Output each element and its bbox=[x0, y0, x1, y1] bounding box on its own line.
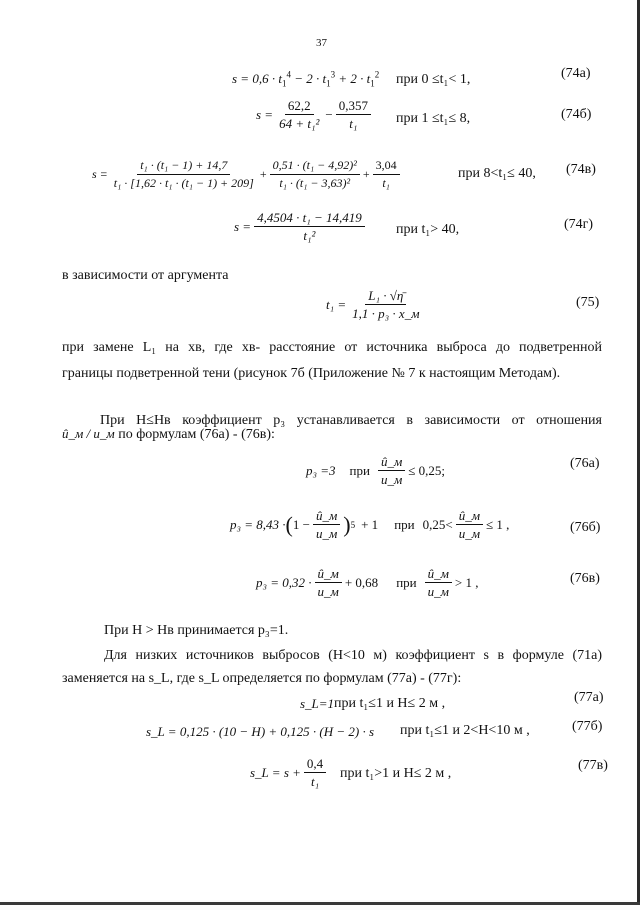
eq76c-lhs: p₃ = 0,32 · bbox=[256, 574, 312, 590]
eq74d-den: t₁² bbox=[303, 228, 316, 243]
eq76c-rhs: + 0,68 bbox=[344, 574, 379, 590]
eq74c-den2: t₁ · (t₁ − 3,63)² bbox=[279, 176, 351, 190]
eq76a-num: û_м bbox=[378, 454, 405, 471]
eq77c-fraction bbox=[304, 756, 326, 789]
eq77b-formula: s_L = 0,125 · (10 − H) + 0,125 · (H − 2) · s bbox=[146, 724, 375, 739]
eq74a-condition: при 0 ≤t₁< 1, bbox=[396, 72, 471, 87]
eq76b-cond-right: ≤ 1 , bbox=[486, 516, 510, 532]
eq75-num: L₁ · √η̄ bbox=[365, 288, 406, 305]
eq74d-fraction bbox=[254, 210, 365, 243]
eq76b-paren-open: ( bbox=[285, 511, 293, 537]
eq76c-den: u_м bbox=[317, 584, 339, 599]
eq74c-tag: (74в) bbox=[566, 162, 596, 177]
equation-74c bbox=[92, 158, 403, 191]
equation-76a bbox=[306, 454, 445, 487]
eq76b-lhs: p₃ = 8,43 · bbox=[230, 516, 286, 532]
eq74c-den3: t₁ bbox=[382, 176, 390, 190]
eq76c-num: û_м bbox=[315, 566, 342, 583]
eq76b-cond-den: u_м bbox=[458, 526, 480, 541]
equation-74a bbox=[232, 70, 379, 89]
equation-77c bbox=[250, 756, 329, 789]
equation-75 bbox=[326, 288, 426, 321]
equation-74b bbox=[256, 98, 374, 131]
eq77c-condition: при t₁>1 и H≤ 2 м , bbox=[340, 766, 452, 781]
eq76b-cond-fraction bbox=[456, 508, 483, 541]
eq74c-plus1: + bbox=[259, 167, 267, 181]
eq74d-num: 4,4504 · t₁ − 14,419 bbox=[254, 210, 365, 227]
eq76a-tag: (76а) bbox=[570, 456, 600, 471]
eq77c-num: 0,4 bbox=[304, 756, 326, 773]
eq76b-paren-close: ) bbox=[343, 511, 351, 537]
eq76c-cond-right: > 1 , bbox=[454, 574, 479, 590]
eq74b-condition: при 1 ≤t₁≤ 8, bbox=[396, 111, 471, 126]
para3: При H > Hв принимается p₃=1. bbox=[104, 623, 289, 638]
para2-ratio: û_м / u_м bbox=[62, 426, 115, 441]
eq74b-den2: t₁ bbox=[349, 116, 358, 131]
eq76a-den: u_м bbox=[380, 472, 403, 487]
eq74c-fraction-2 bbox=[270, 158, 360, 191]
eq77a-formula: s_L=1 bbox=[300, 696, 335, 711]
eq74c-plus2: + bbox=[362, 167, 370, 181]
eq76b-cond-left: 0,25< bbox=[422, 516, 453, 532]
eq74a-tag: (74а) bbox=[561, 66, 591, 81]
eq76a-fraction bbox=[378, 454, 405, 487]
para2-line2 bbox=[62, 426, 275, 443]
text-argument: в зависимости от аргумента bbox=[62, 268, 229, 283]
para4-line1: Для низких источников выбросов (H<10 м) коэффициент s в формуле (71а) bbox=[104, 648, 602, 663]
eq77b-condition: при t₁≤1 и 2<H<10 м , bbox=[400, 723, 530, 738]
eq76c-cond-num: û_м bbox=[425, 566, 452, 583]
eq74c-fraction-3 bbox=[373, 158, 400, 191]
para1-line2: границы подветренной тени (рисунок 7б (Приложение № 7 к настоящим Методам). bbox=[62, 366, 561, 381]
eq77c-den: t₁ bbox=[310, 774, 320, 789]
equation-74d bbox=[234, 210, 368, 243]
para2-line2-text: по формулам (76а) - (76в): bbox=[118, 427, 275, 442]
eq74b-fraction-1 bbox=[276, 98, 322, 131]
eq74d-lhs: s = bbox=[234, 218, 252, 234]
eq77b-tag: (77б) bbox=[572, 719, 603, 734]
eq74b-fraction-2 bbox=[336, 98, 371, 131]
eq74a-formula: $s = 0,6 \cdot t_1^4 - 2 \cdot t_1^3 + 2 \cdot t_1^2$ bbox=[232, 70, 380, 89]
equation-76c bbox=[256, 566, 479, 599]
eq74b-tag: (74б) bbox=[561, 107, 592, 122]
equation-76b bbox=[230, 508, 509, 541]
eq75-lhs: t₁ = bbox=[326, 296, 347, 312]
eq76b-den: u_м bbox=[315, 526, 338, 541]
eq76b-cond-word: при bbox=[394, 516, 415, 532]
eq74b-minus: − bbox=[325, 106, 333, 122]
eq76c-tag: (76в) bbox=[570, 571, 600, 586]
eq76a-rhs: ≤ 0,25; bbox=[408, 462, 446, 478]
eq74d-condition: при t₁> 40, bbox=[396, 222, 460, 237]
eq77c-lhs: s_L = s + bbox=[250, 764, 301, 780]
eq74b-num1: 62,2 bbox=[285, 98, 314, 115]
eq77a-tag: (77а) bbox=[574, 690, 604, 705]
eq74d-tag: (74г) bbox=[564, 217, 594, 232]
eq76b-num: û_м bbox=[313, 508, 340, 525]
eq76a-cond-word: при bbox=[349, 462, 370, 478]
eq76c-cond-fraction bbox=[425, 566, 452, 599]
eq74c-den1: t₁ · [1,62 · t₁ · (t₁ − 1) + 209] bbox=[113, 176, 254, 190]
eq74b-lhs: s = bbox=[256, 106, 274, 122]
eq75-fraction bbox=[349, 288, 422, 321]
eq75-tag: (75) bbox=[576, 295, 600, 310]
eq74c-num1: t₁ · (t₁ − 1) + 14,7 bbox=[137, 158, 230, 175]
eq74c-lhs: s = bbox=[92, 167, 108, 181]
page-number: 37 bbox=[316, 37, 327, 49]
eq76b-fraction bbox=[313, 508, 340, 541]
para4-line2: заменяется на s_L, где s_L определяется по формулам (77а) - (77г): bbox=[62, 671, 462, 686]
eq76c-cond-word: при bbox=[396, 574, 417, 590]
para2-line1: При H≤Hв коэффициент p₃ устанавливается в зависимости от отношения bbox=[100, 413, 602, 428]
eq76c-cond-den: u_м bbox=[427, 584, 449, 599]
eq74b-den1: 64 + t₁² bbox=[279, 116, 320, 131]
eq74c-condition: при 8<t₁≤ 40, bbox=[458, 166, 536, 181]
eq76b-one-minus: 1 − bbox=[292, 516, 310, 532]
eq77a-condition: при t₁≤1 и H≤ 2 м , bbox=[334, 696, 446, 711]
eq75-den: 1,1 · p₃ · x_м bbox=[352, 306, 420, 321]
eq74c-num3: 3,04 bbox=[373, 158, 400, 175]
eq76b-cond-num: û_м bbox=[456, 508, 483, 525]
eq74c-num2: 0,51 · (t₁ − 4,92)² bbox=[270, 158, 360, 175]
para1-line1: при замене L₁ на хв, где хв- расстояние от источника выброса до подветренной bbox=[62, 340, 602, 355]
eq76b-plus: + 1 bbox=[361, 516, 379, 532]
eq76b-exponent: 5 bbox=[350, 519, 356, 530]
eq74b-num2: 0,357 bbox=[336, 98, 371, 115]
eq77c-tag: (77в) bbox=[578, 758, 608, 773]
eq76b-tag: (76б) bbox=[570, 520, 601, 535]
eq76a-lhs: p₃ =3 bbox=[306, 462, 336, 478]
eq74c-fraction-1 bbox=[111, 158, 257, 191]
eq76c-fraction bbox=[315, 566, 342, 599]
